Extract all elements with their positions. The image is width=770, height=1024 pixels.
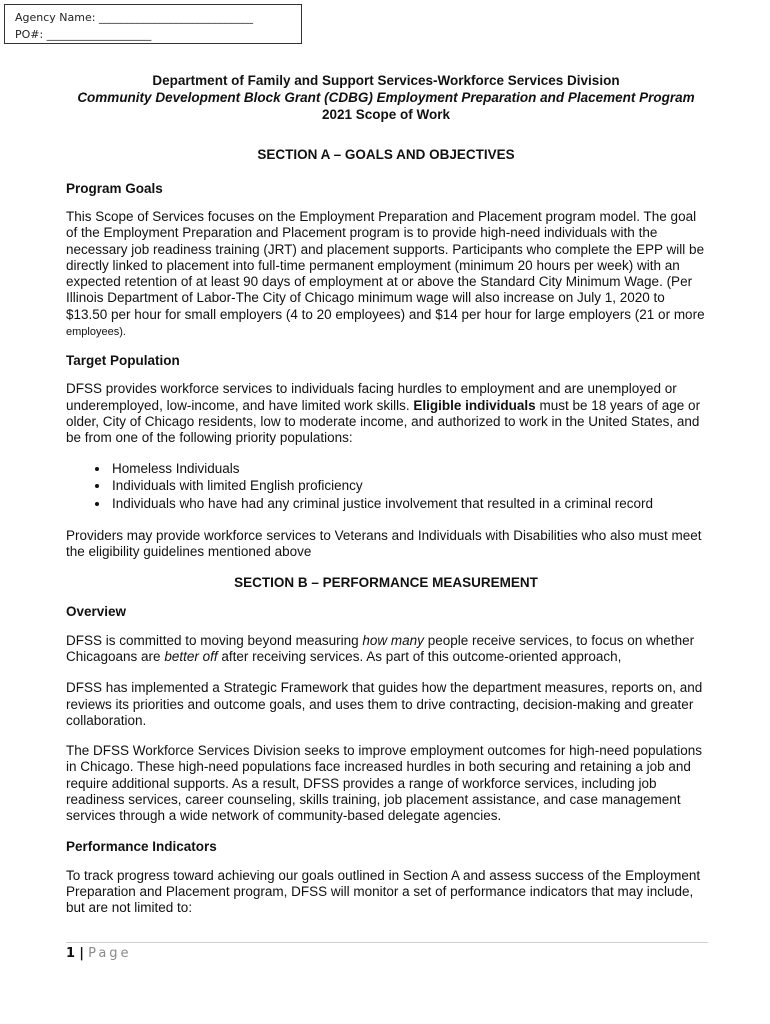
overview-text-b: people receive services, to focus on whether Chicagoans are	[66, 632, 695, 664]
target-text-1: DFSS provides workforce services to individuals facing hurdles to employment and are unemployed or underemployed, low-income, and have limited work skills.	[66, 381, 677, 413]
page-footer	[66, 946, 132, 961]
overview-heading: Overview	[66, 603, 127, 619]
document-title	[66, 72, 706, 123]
program-goals-heading: Program Goals	[66, 181, 163, 196]
target-population-paragraph	[66, 381, 706, 446]
program-goals-paragraph	[66, 209, 706, 340]
list-item: • Individuals with limited English proficiency	[110, 477, 706, 495]
document-page	[66, 72, 706, 917]
overview-paragraph-3: The DFSS Workforce Services Division seeks to improve employment outcomes for high-need populations in Chicago. These high-need populations face increased hurdles in both securing and retaining a job and require additional supports. As a result, DFSS provides a range of workforce services, including job readiness services, career counseling, skills training, job placement assistance, and case management services through a wide network of community-based delegate agencies.	[66, 743, 703, 824]
overview-paragraph-2: DFSS has implemented a Strategic Framework that guides how the department measures, reports on, and reviews its priorities and outcome goals, and uses them to drive contracting, decision-making and greater collaboration.	[66, 680, 703, 728]
agency-info-box	[4, 4, 302, 44]
agency-name-line: Agency Name: ____________________________	[15, 11, 253, 24]
eligible-individuals-bold: Eligible individuals	[413, 397, 536, 413]
overview-text-c: after receiving services. As part of this outcome-oriented approach,	[221, 648, 622, 664]
page-number: 1	[66, 946, 76, 961]
how-many-emphasis: how many	[362, 632, 424, 648]
title-department: Department of Family and Support Services-Workforce Services Division	[152, 73, 620, 88]
better-off-emphasis: better off	[164, 648, 218, 664]
list-item: • Homeless Individuals	[110, 460, 706, 478]
section-b-heading: SECTION B – PERFORMANCE MEASUREMENT	[234, 574, 538, 590]
target-population-heading: Target Population	[66, 353, 180, 369]
performance-indicators-heading: Performance Indicators	[66, 838, 217, 854]
program-goals-tail: employees).	[66, 326, 126, 339]
priority-populations-list	[66, 460, 706, 513]
program-goals-text: This Scope of Services focuses on the Employment Preparation and Placement program model. The goal of the Employment Preparation and Placement program is to provide high-need individuals with the necessary job readiness training (JRT) and placement supports. Participants who complete the EPP will be directly linked to placement into full-time permanent employment (minimum 20 hours per week) with an expected retention of at least 90 days of employment at or above the Standard City Minimum Wage. (Per Illinois Department of Labor-The City of Chicago minimum wage will also increase on July 1, 2020 to $13.50 per hour for small employers (4 to 20 employees) and $14 per hour for large employers (21 or more	[66, 209, 705, 322]
po-number-line: PO#: ___________________	[15, 28, 152, 41]
overview-text-a: DFSS is committed to moving beyond measuring	[66, 632, 359, 648]
page-label: Page	[88, 946, 132, 961]
overview-paragraph-1	[66, 633, 706, 666]
footer-separator: |	[79, 946, 84, 961]
title-year: 2021 Scope of Work	[321, 107, 451, 122]
performance-indicators-paragraph: To track progress toward achieving our goals outlined in Section A and assess success of the Employment Preparation and Placement program, DFSS will monitor a set of performance indicators that may include, but are not limited to:	[66, 867, 701, 916]
providers-paragraph: Providers may provide workforce services to Veterans and Individuals with Disabilities who also must meet the eligibility guidelines mentioned above	[66, 528, 702, 560]
target-text-2: must be 18 years of age or older, City of Chicago residents, low to moderate income, and authorized to work in the United States, and be from one of the following priority populations:	[66, 397, 701, 446]
title-program: Community Development Block Grant (CDBG) Employment Preparation and Placement Program	[77, 90, 695, 105]
section-a-heading: SECTION A – GOALS AND OBJECTIVES	[257, 147, 515, 162]
list-item: • Individuals who have had any criminal justice involvement that resulted in a criminal record	[110, 495, 706, 513]
footer-divider	[66, 942, 708, 943]
